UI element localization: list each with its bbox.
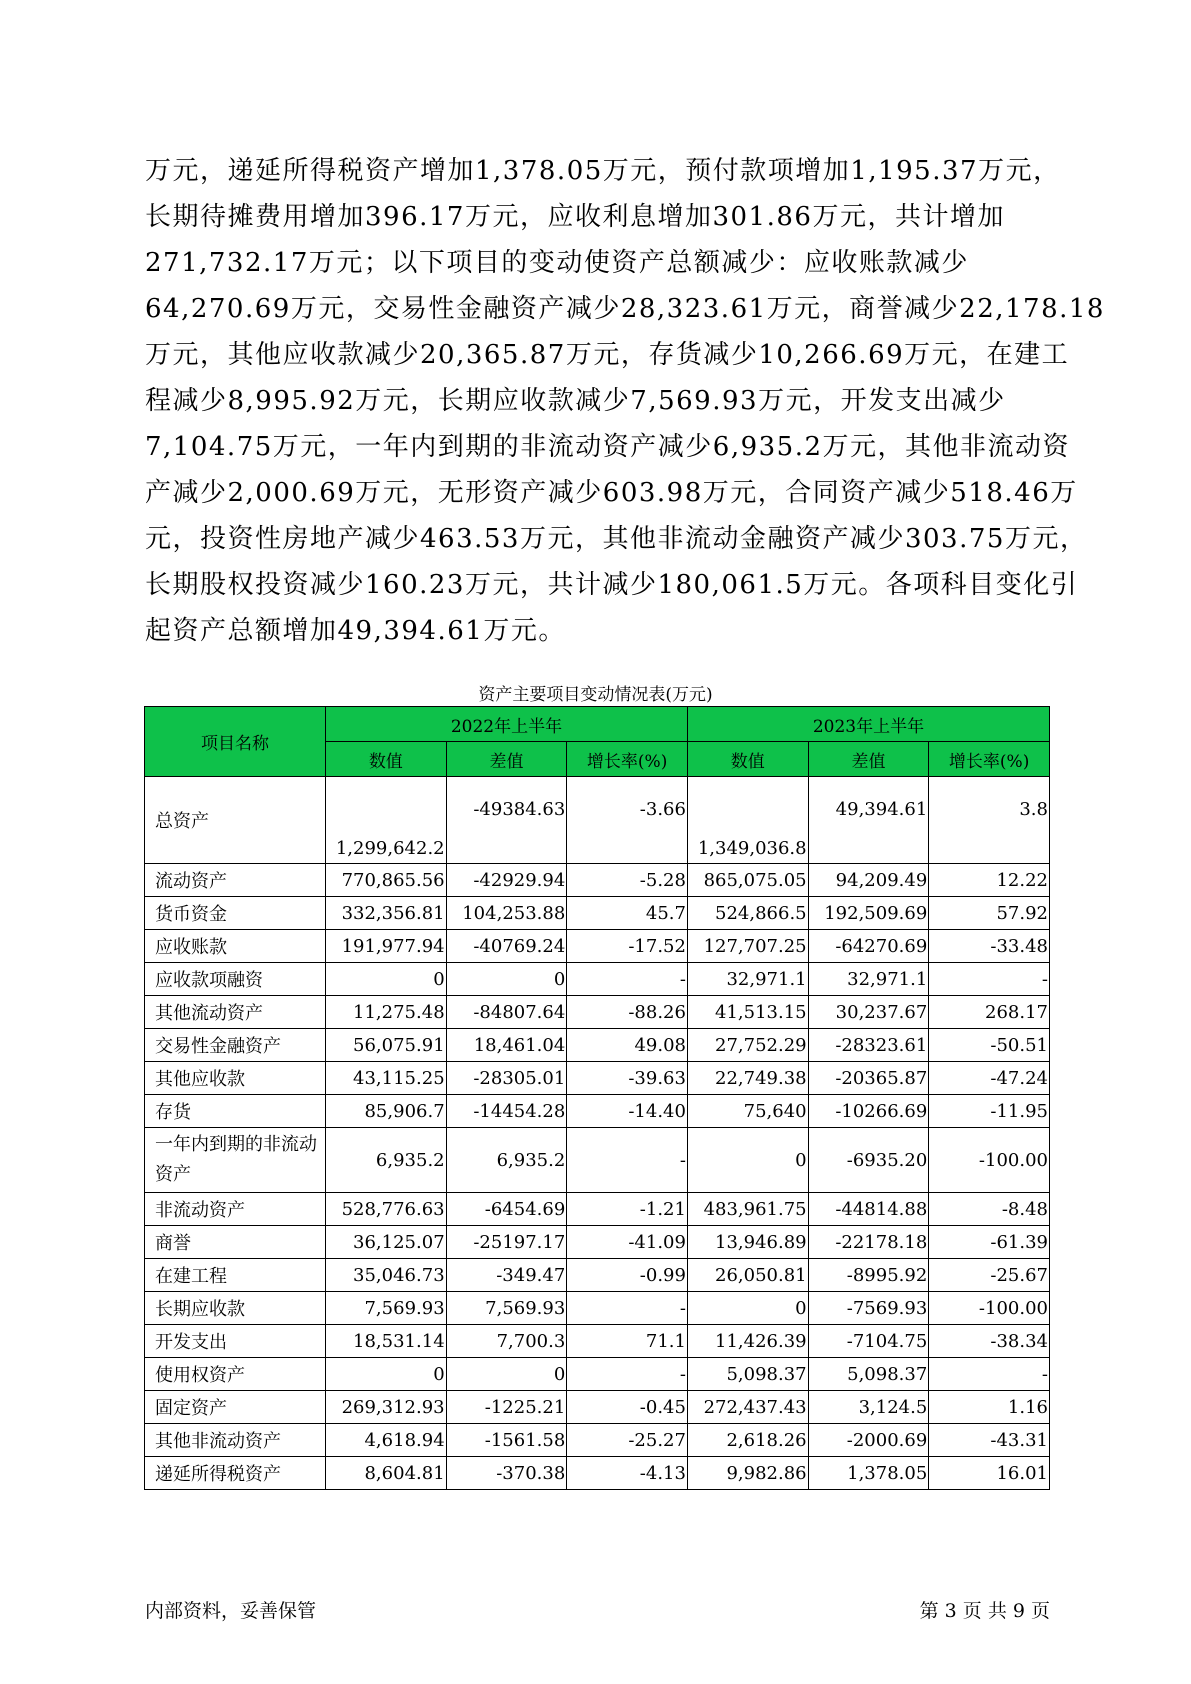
table-row <box>145 930 1050 963</box>
cell-value-2023: 41,513.15 <box>687 996 808 1029</box>
table-row <box>145 777 1050 864</box>
cell-rate-2023: -61.39 <box>929 1226 1050 1259</box>
cell-diff-2023: -20365.87 <box>808 1062 929 1095</box>
cell-diff-2023: -2000.69 <box>808 1424 929 1457</box>
cell-diff-2022: -40769.24 <box>446 930 567 963</box>
cell-diff-2023: -64270.69 <box>808 930 929 963</box>
cell-item-name: 使用权资产 <box>145 1358 326 1391</box>
paragraph-line: 万元，递延所得税资产增加1,378.05万元，预付款项增加1,195.37万元， <box>145 156 1061 186</box>
cell-rate-2022: -25.27 <box>567 1424 688 1457</box>
cell-value-2023: 865,075.05 <box>687 864 808 897</box>
cell-value-2022: 0 <box>325 1358 446 1391</box>
cell-value-2023: 5,098.37 <box>687 1358 808 1391</box>
cell-value-2022: 8,604.81 <box>325 1457 446 1490</box>
cell-value-2022: 770,865.56 <box>325 864 446 897</box>
header-value-2023: 数值 <box>687 742 808 777</box>
cell-diff-2022: 7,700.3 <box>446 1325 567 1358</box>
table-row <box>145 1292 1050 1325</box>
cell-value-2023: 13,946.89 <box>687 1226 808 1259</box>
header-period-2023: 2023年上半年 <box>687 707 1049 742</box>
cell-diff-2022: 104,253.88 <box>446 897 567 930</box>
cell-diff-2023: -6935.20 <box>808 1128 929 1193</box>
cell-item-name: 存货 <box>145 1095 326 1128</box>
cell-diff-2022: -370.38 <box>446 1457 567 1490</box>
cell-item-name: 其他流动资产 <box>145 996 326 1029</box>
cell-item-name: 流动资产 <box>145 864 326 897</box>
table-row <box>145 1259 1050 1292</box>
cell-diff-2022: 0 <box>446 963 567 996</box>
table-row <box>145 864 1050 897</box>
cell-rate-2022: -1.21 <box>567 1193 688 1226</box>
cell-rate-2023: -38.34 <box>929 1325 1050 1358</box>
cell-value-2022: 35,046.73 <box>325 1259 446 1292</box>
cell-rate-2022: 45.7 <box>567 897 688 930</box>
cell-rate-2023: 12.22 <box>929 864 1050 897</box>
cell-diff-2023: -7569.93 <box>808 1292 929 1325</box>
cell-value-2023: 27,752.29 <box>687 1029 808 1062</box>
header-diff-2023: 差值 <box>808 742 929 777</box>
cell-diff-2023: -22178.18 <box>808 1226 929 1259</box>
cell-rate-2022: -39.63 <box>567 1062 688 1095</box>
cell-diff-2022: 7,569.93 <box>446 1292 567 1325</box>
header-rate-2022: 增长率(%) <box>567 742 688 777</box>
cell-diff-2022: -6454.69 <box>446 1193 567 1226</box>
paragraph-line: 万元，其他应收款减少20,365.87万元，存货减少10,266.69万元，在建工 <box>145 340 1070 370</box>
header-item-name: 项目名称 <box>145 707 326 777</box>
cell-item-name: 应收账款 <box>145 930 326 963</box>
cell-value-2023: 2,618.26 <box>687 1424 808 1457</box>
cell-value-2022: 269,312.93 <box>325 1391 446 1424</box>
table-row <box>145 1193 1050 1226</box>
cell-item-name: 开发支出 <box>145 1325 326 1358</box>
cell-value-2023: 524,866.5 <box>687 897 808 930</box>
cell-value-2022: 191,977.94 <box>325 930 446 963</box>
cell-diff-2023: 30,237.67 <box>808 996 929 1029</box>
cell-diff-2022: -1561.58 <box>446 1424 567 1457</box>
cell-rate-2023: - <box>929 963 1050 996</box>
cell-rate-2023: -8.48 <box>929 1193 1050 1226</box>
cell-rate-2022: -0.45 <box>567 1391 688 1424</box>
cell-item-name: 递延所得税资产 <box>145 1457 326 1490</box>
cell-diff-2023: 94,209.49 <box>808 864 929 897</box>
cell-diff-2022: -42929.94 <box>446 864 567 897</box>
cell-rate-2022: -14.40 <box>567 1095 688 1128</box>
cell-value-2023: 0 <box>687 1128 808 1193</box>
cell-rate-2023: -100.00 <box>929 1128 1050 1193</box>
cell-value-2023: 0 <box>687 1292 808 1325</box>
table-row <box>145 1325 1050 1358</box>
cell-rate-2023: 1.16 <box>929 1391 1050 1424</box>
cell-rate-2023: -11.95 <box>929 1095 1050 1128</box>
cell-value-2022: 528,776.63 <box>325 1193 446 1226</box>
cell-value-2023: 1,349,036.8 <box>687 777 808 864</box>
cell-rate-2022: -88.26 <box>567 996 688 1029</box>
table-row <box>145 1226 1050 1259</box>
cell-item-name: 商誉 <box>145 1226 326 1259</box>
cell-rate-2023: 16.01 <box>929 1457 1050 1490</box>
cell-value-2023: 22,749.38 <box>687 1062 808 1095</box>
cell-value-2022: 18,531.14 <box>325 1325 446 1358</box>
cell-rate-2023: -43.31 <box>929 1424 1050 1457</box>
cell-diff-2023: 192,509.69 <box>808 897 929 930</box>
cell-value-2023: 32,971.1 <box>687 963 808 996</box>
cell-diff-2022: 18,461.04 <box>446 1029 567 1062</box>
cell-diff-2022: -25197.17 <box>446 1226 567 1259</box>
cell-diff-2022: -49384.63 <box>446 777 567 864</box>
cell-value-2022: 6,935.2 <box>325 1128 446 1193</box>
cell-diff-2022: 0 <box>446 1358 567 1391</box>
paragraph-line: 起资产总额增加49,394.61万元。 <box>145 616 566 646</box>
cell-diff-2023: -44814.88 <box>808 1193 929 1226</box>
paragraph-line: 64,270.69万元，交易性金融资产减少28,323.61万元，商誉减少22,178.18 <box>145 294 1105 324</box>
paragraph-line: 长期股权投资减少160.23万元，共计减少180,061.5万元。各项科目变化引 <box>145 570 1079 600</box>
cell-value-2022: 7,569.93 <box>325 1292 446 1325</box>
cell-item-name: 一年内到期的非流动资产 <box>145 1128 326 1193</box>
table-row <box>145 1062 1050 1095</box>
asset-change-table <box>144 706 1050 1490</box>
cell-diff-2023: -10266.69 <box>808 1095 929 1128</box>
cell-value-2022: 36,125.07 <box>325 1226 446 1259</box>
footer-page-number: 第 3 页 共 9 页 <box>919 1600 1050 1622</box>
cell-diff-2022: -28305.01 <box>446 1062 567 1095</box>
table-row <box>145 1424 1050 1457</box>
cell-value-2023: 11,426.39 <box>687 1325 808 1358</box>
cell-value-2022: 11,275.48 <box>325 996 446 1029</box>
cell-item-name: 总资产 <box>145 777 326 864</box>
table-row <box>145 1128 1050 1193</box>
cell-item-name: 交易性金融资产 <box>145 1029 326 1062</box>
header-value-2022: 数值 <box>325 742 446 777</box>
cell-value-2022: 1,299,642.2 <box>325 777 446 864</box>
cell-rate-2022: 49.08 <box>567 1029 688 1062</box>
cell-rate-2023: -33.48 <box>929 930 1050 963</box>
cell-item-name: 非流动资产 <box>145 1193 326 1226</box>
paragraph-line: 产减少2,000.69万元，无形资产减少603.98万元，合同资产减少518.46万 <box>145 478 1078 508</box>
cell-value-2022: 43,115.25 <box>325 1062 446 1095</box>
cell-rate-2023: 3.8 <box>929 777 1050 864</box>
cell-rate-2022: -41.09 <box>567 1226 688 1259</box>
cell-rate-2023: 268.17 <box>929 996 1050 1029</box>
cell-value-2023: 483,961.75 <box>687 1193 808 1226</box>
cell-diff-2023: 5,098.37 <box>808 1358 929 1391</box>
cell-value-2023: 26,050.81 <box>687 1259 808 1292</box>
cell-rate-2023: -25.67 <box>929 1259 1050 1292</box>
cell-item-name: 在建工程 <box>145 1259 326 1292</box>
table-row <box>145 1095 1050 1128</box>
cell-rate-2022: -4.13 <box>567 1457 688 1490</box>
paragraph-line: 元，投资性房地产减少463.53万元，其他非流动金融资产减少303.75万元， <box>145 524 1088 554</box>
table-row <box>145 996 1050 1029</box>
table-row <box>145 1457 1050 1490</box>
cell-value-2023: 272,437.43 <box>687 1391 808 1424</box>
cell-rate-2023: - <box>929 1358 1050 1391</box>
table-row <box>145 1029 1050 1062</box>
table-row <box>145 963 1050 996</box>
cell-value-2022: 56,075.91 <box>325 1029 446 1062</box>
header-period-2022: 2022年上半年 <box>325 707 687 742</box>
cell-rate-2022: -3.66 <box>567 777 688 864</box>
cell-rate-2022: -5.28 <box>567 864 688 897</box>
cell-item-name: 其他非流动资产 <box>145 1424 326 1457</box>
body-paragraph <box>145 148 1105 654</box>
table-caption: 资产主要项目变动情况表(万元) <box>478 685 713 705</box>
cell-value-2022: 332,356.81 <box>325 897 446 930</box>
cell-rate-2022: - <box>567 1358 688 1391</box>
table-row <box>145 1391 1050 1424</box>
cell-diff-2023: 3,124.5 <box>808 1391 929 1424</box>
cell-diff-2022: -14454.28 <box>446 1095 567 1128</box>
cell-item-name: 长期应收款 <box>145 1292 326 1325</box>
cell-value-2022: 4,618.94 <box>325 1424 446 1457</box>
cell-rate-2022: - <box>567 1292 688 1325</box>
cell-rate-2023: -50.51 <box>929 1029 1050 1062</box>
cell-value-2023: 75,640 <box>687 1095 808 1128</box>
header-rate-2023: 增长率(%) <box>929 742 1050 777</box>
cell-rate-2022: -0.99 <box>567 1259 688 1292</box>
cell-rate-2023: -100.00 <box>929 1292 1050 1325</box>
cell-item-name: 固定资产 <box>145 1391 326 1424</box>
cell-rate-2022: - <box>567 963 688 996</box>
cell-diff-2023: 32,971.1 <box>808 963 929 996</box>
cell-diff-2022: -1225.21 <box>446 1391 567 1424</box>
cell-rate-2023: -47.24 <box>929 1062 1050 1095</box>
cell-value-2022: 0 <box>325 963 446 996</box>
cell-item-name: 应收款项融资 <box>145 963 326 996</box>
cell-value-2023: 127,707.25 <box>687 930 808 963</box>
paragraph-line: 长期待摊费用增加396.17万元，应收利息增加301.86万元，共计增加 <box>145 202 1005 232</box>
cell-diff-2022: -349.47 <box>446 1259 567 1292</box>
cell-diff-2023: 49,394.61 <box>808 777 929 864</box>
paragraph-line: 7,104.75万元，一年内到期的非流动资产减少6,935.2万元，其他非流动资 <box>145 432 1071 462</box>
cell-rate-2022: -17.52 <box>567 930 688 963</box>
cell-item-name: 货币资金 <box>145 897 326 930</box>
cell-value-2023: 9,982.86 <box>687 1457 808 1490</box>
cell-rate-2022: 71.1 <box>567 1325 688 1358</box>
header-diff-2022: 差值 <box>446 742 567 777</box>
paragraph-line: 271,732.17万元；以下项目的变动使资产总额减少：应收账款减少 <box>145 248 969 278</box>
footer-confidential-note: 内部资料，妥善保管 <box>145 1600 317 1622</box>
cell-diff-2022: -84807.64 <box>446 996 567 1029</box>
paragraph-line: 程减少8,995.92万元，长期应收款减少7,569.93万元，开发支出减少 <box>145 386 1006 416</box>
cell-rate-2022: - <box>567 1128 688 1193</box>
table-row <box>145 897 1050 930</box>
cell-diff-2022: 6,935.2 <box>446 1128 567 1193</box>
cell-item-name: 其他应收款 <box>145 1062 326 1095</box>
cell-diff-2023: -8995.92 <box>808 1259 929 1292</box>
cell-value-2022: 85,906.7 <box>325 1095 446 1128</box>
cell-diff-2023: -28323.61 <box>808 1029 929 1062</box>
cell-diff-2023: 1,378.05 <box>808 1457 929 1490</box>
table-row <box>145 1358 1050 1391</box>
cell-diff-2023: -7104.75 <box>808 1325 929 1358</box>
table-header-row-1 <box>145 707 1050 742</box>
cell-rate-2023: 57.92 <box>929 897 1050 930</box>
